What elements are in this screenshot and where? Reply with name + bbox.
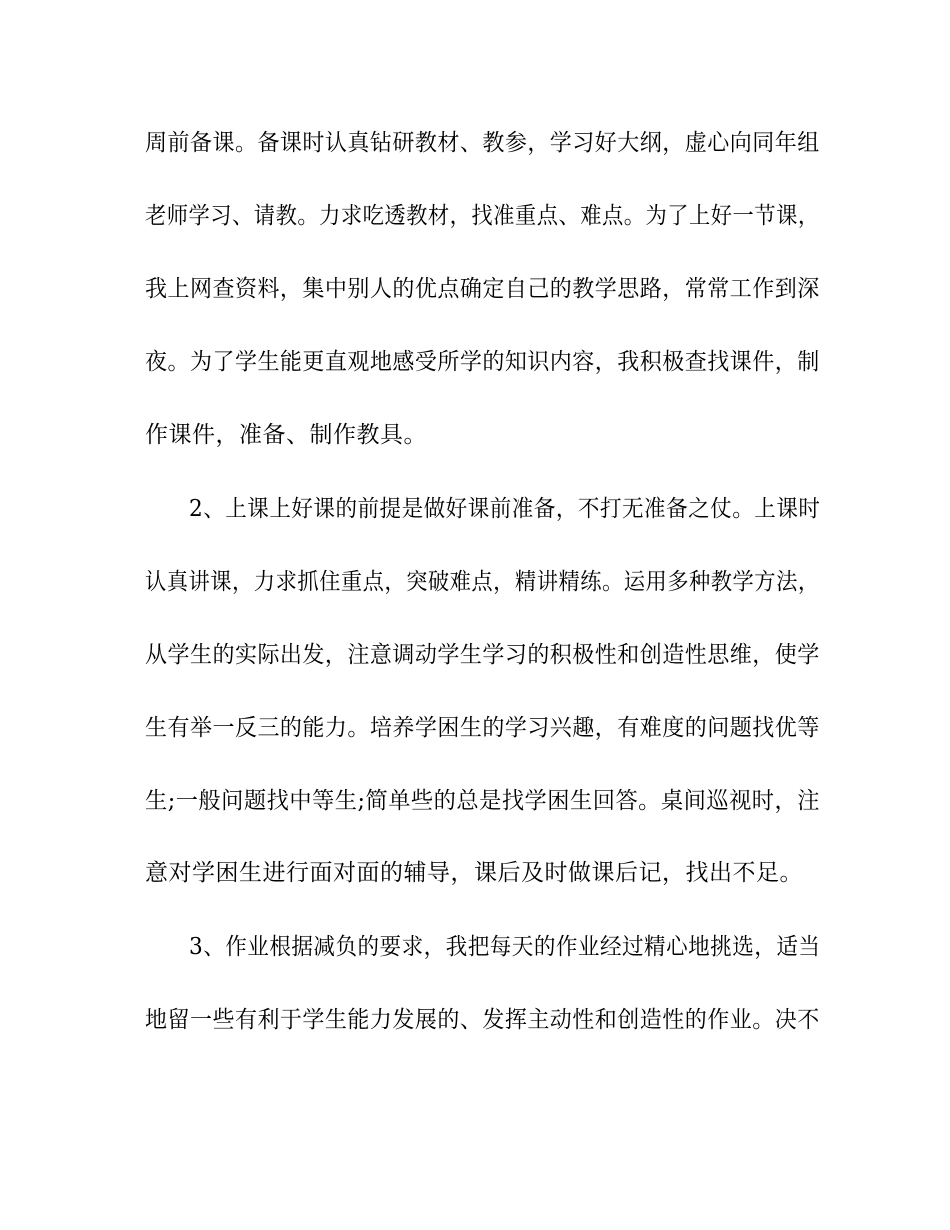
paragraph-2-line-5: 生;一般问题找中等生;简单些的总是找学困生回答。桌间巡视时，注 — [145, 788, 820, 814]
paragraph-1-line-3: 我上网查资料，集中别人的优点确定自己的教学思路，常常工作到深 — [145, 276, 820, 302]
paragraph-2-line-2: 认真讲课，力求抓住重点，突破难点，精讲精练。运用多种教学方法， — [145, 569, 820, 595]
paragraph-1-line-1: 周前备课。备课时认真钻研教材、教参，学习好大纲，虚心向同年组 — [145, 130, 820, 156]
paragraph-3-line-1: 3、作业根据减负的要求，我把每天的作业经过精心地挑选，适当 — [189, 934, 821, 960]
paragraph-2-line-3: 从学生的实际出发，注意调动学生学习的积极性和创造性思维，使学 — [145, 642, 820, 668]
paragraph-2-line-6: 意对学困生进行面对面的辅导，课后及时做课后记，找出不足。 — [145, 860, 803, 886]
paragraph-2-line-1: 2、上课上好课的前提是做好课前准备，不打无准备之仗。上课时 — [189, 496, 821, 522]
paragraph-3-line-2: 地留一些有利于学生能力发展的、发挥主动性和创造性的作业。决不 — [145, 1007, 820, 1033]
paragraph-1-line-2: 老师学习、请教。力求吃透教材，找准重点、难点。为了上好一节课， — [145, 203, 820, 229]
paragraph-1-line-4: 夜。为了学生能更直观地感受所学的知识内容，我积极查找课件，制 — [145, 349, 820, 375]
paragraph-2-line-4: 生有举一反三的能力。培养学困生的学习兴趣，有难度的问题找优等 — [145, 715, 820, 741]
paragraph-1-line-5: 作课件，准备、制作教具。 — [145, 422, 427, 448]
